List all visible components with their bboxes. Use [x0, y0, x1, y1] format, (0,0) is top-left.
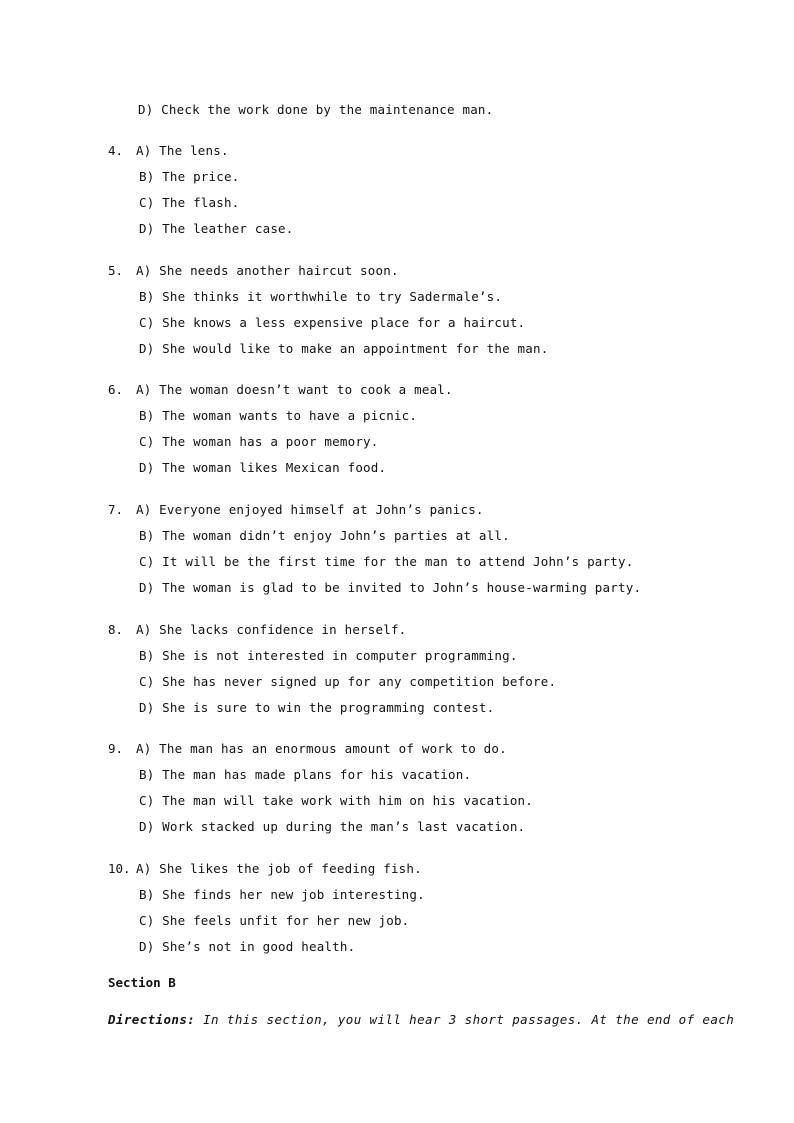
option-3-d: D) Check the work done by the maintenance man. [138, 102, 494, 117]
section-b-directions [108, 1012, 734, 1028]
section-b-title: Section B [108, 975, 176, 990]
question-number: 9. [108, 741, 124, 756]
option-b: B) She thinks it worthwhile to try Sadermale’s. [139, 289, 503, 304]
option-a: A) The man has an enormous amount of work to do. [136, 741, 507, 756]
option-a: A) The woman doesn’t want to cook a meal. [136, 382, 453, 397]
option-c: C) It will be the first time for the man to attend John’s party. [139, 554, 634, 569]
option-b: B) She finds her new job interesting. [139, 887, 425, 902]
option-d: D) The woman is glad to be invited to John’s house-warming party. [139, 580, 642, 595]
option-c: C) She has never signed up for any competition before. [139, 674, 557, 689]
option-b: B) The woman wants to have a picnic. [139, 408, 418, 423]
option-b: B) The woman didn’t enjoy John’s parties at all. [139, 528, 510, 543]
option-d: D) She’s not in good health. [139, 939, 356, 954]
option-d: D) The leather case. [139, 221, 294, 236]
option-c: C) The woman has a poor memory. [139, 434, 379, 449]
option-c: C) The man will take work with him on his vacation. [139, 793, 534, 808]
option-b: B) The price. [139, 169, 240, 184]
option-a: A) Everyone enjoyed himself at John’s panics. [136, 502, 484, 517]
option-a: A) She needs another haircut soon. [136, 263, 399, 278]
question-number: 6. [108, 382, 124, 397]
option-c: C) She feels unfit for her new job. [139, 913, 410, 928]
option-a: A) The lens. [136, 143, 229, 158]
option-b: B) The man has made plans for his vacation. [139, 767, 472, 782]
directions-label: Directions: [108, 1012, 196, 1027]
question-number: 10. [108, 861, 131, 876]
option-a: A) She lacks confidence in herself. [136, 622, 407, 637]
option-d: D) The woman likes Mexican food. [139, 460, 387, 475]
option-d: D) She is sure to win the programming contest. [139, 700, 495, 715]
directions-text: In this section, you will hear 3 short passages. At the end of each [195, 1012, 735, 1027]
option-c: C) She knows a less expensive place for a haircut. [139, 315, 526, 330]
option-a: A) She likes the job of feeding fish. [136, 861, 422, 876]
option-d: D) She would like to make an appointment for the man. [139, 341, 549, 356]
question-number: 7. [108, 502, 124, 517]
option-d: D) Work stacked up during the man’s last vacation. [139, 819, 526, 834]
question-number: 8. [108, 622, 124, 637]
option-b: B) She is not interested in computer programming. [139, 648, 518, 663]
question-number: 4. [108, 143, 124, 158]
option-c: C) The flash. [139, 195, 240, 210]
question-number: 5. [108, 263, 124, 278]
